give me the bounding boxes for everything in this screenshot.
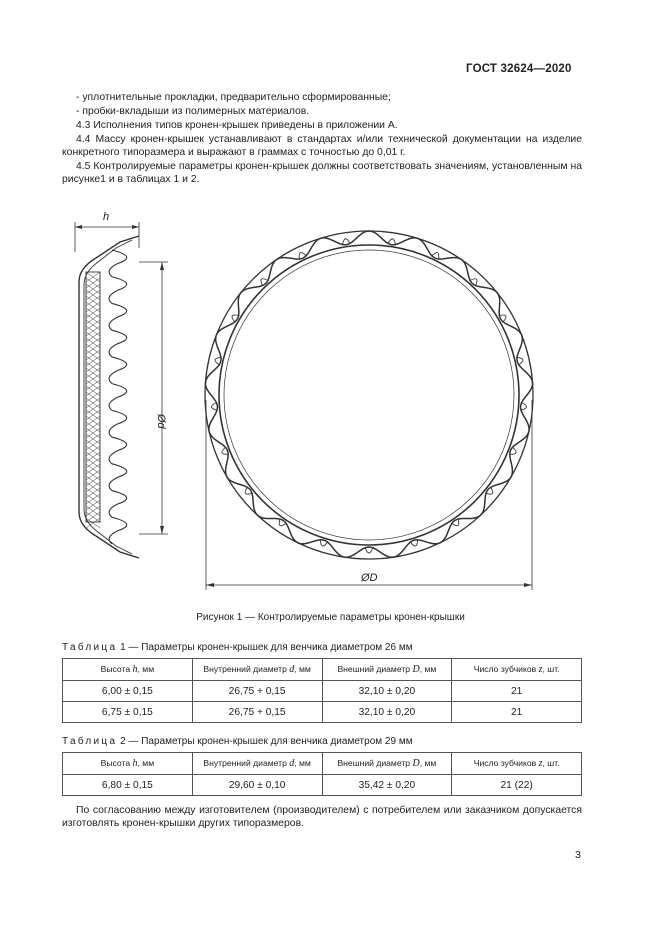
document-code: ГОСТ 32624—2020 bbox=[466, 63, 572, 75]
table-cell: 21 bbox=[452, 681, 582, 702]
table-cell: 26,75 + 0,15 bbox=[192, 702, 322, 723]
table1-caption bbox=[62, 642, 413, 653]
table-row bbox=[63, 681, 582, 702]
table1 bbox=[62, 658, 582, 723]
table-cell: 21 (22) bbox=[452, 775, 582, 796]
table2-header-height: Высота h, мм bbox=[63, 753, 193, 775]
table2 bbox=[62, 752, 582, 796]
table2-title: 2 — Параметры кронен-крышек для венчика диаметром 29 мм bbox=[120, 736, 413, 747]
table-cell: 6,80 ± 0,15 bbox=[63, 775, 193, 796]
table1-title: 1 — Параметры кронен-крышек для венчика диаметром 26 мм bbox=[120, 642, 413, 653]
table-cell: 21 bbox=[452, 702, 582, 723]
table1-prefix: Таблица bbox=[62, 642, 118, 653]
table1-header-height: Высота h, мм bbox=[63, 659, 193, 681]
table-cell: 6,75 ± 0,15 bbox=[63, 702, 193, 723]
table-row bbox=[63, 702, 582, 723]
closing-paragraph: По согласованию между изготовителем (производителем) с потребителем или заказчиком допускается изготовлять кронен-крышки других типоразмеров. bbox=[62, 805, 582, 830]
label-outer-diameter: ØD bbox=[361, 572, 378, 584]
table1-header-row bbox=[63, 659, 582, 681]
table2-header-row bbox=[63, 753, 582, 775]
table2-header-outer-diameter: Внешний диаметр D, мм bbox=[322, 753, 452, 775]
table-cell: 26,75 + 0,15 bbox=[192, 681, 322, 702]
table-cell: 29,60 ± 0,10 bbox=[192, 775, 322, 796]
page-number: 3 bbox=[575, 849, 581, 861]
table2-header-teeth-count: Число зубчиков z, шт. bbox=[452, 753, 582, 775]
paragraph-4-3: 4.3 Исполнения типов кронен-крышек приведены в приложении А. bbox=[76, 120, 398, 131]
paragraph-4-5: 4.5 Контролируемые параметры кронен-крышек должны соответствовать значениям, установленным на рисунке1 и в таблицах 1 и 2. bbox=[62, 161, 582, 186]
table-cell: 32,10 ± 0,20 bbox=[322, 702, 452, 723]
table1-header-teeth-count: Число зубчиков z, шт. bbox=[452, 659, 582, 681]
table1-header-inner-diameter: Внутренний диаметр d, мм bbox=[192, 659, 322, 681]
table1-header-outer-diameter: Внешний диаметр D, мм bbox=[322, 659, 452, 681]
table-cell: 32,10 ± 0,20 bbox=[322, 681, 452, 702]
table-cell: 6,00 ± 0,15 bbox=[63, 681, 193, 702]
list-item-plugs: - пробки-вкладыши из полимерных материалов. bbox=[76, 106, 310, 117]
table-row bbox=[63, 775, 582, 796]
side-section-view bbox=[75, 222, 168, 558]
table-cell: 35,42 ± 0,20 bbox=[322, 775, 452, 796]
label-inner-diameter: Ød bbox=[155, 414, 167, 429]
table2-prefix: Таблица bbox=[62, 736, 118, 747]
list-item-gaskets: - уплотнительные прокладки, предварительно сформированные; bbox=[76, 92, 391, 103]
figure-caption: Рисунок 1 — Контролируемые параметры кронен-крышки bbox=[196, 612, 465, 623]
label-h: h bbox=[103, 211, 110, 223]
table2-caption bbox=[62, 736, 413, 747]
paragraph-4-4: 4.4 Массу кронен-крышек устанавливают в стандартах и/или технической документации на изделие конкретного типоразмера и выражают в граммах с точностью до 0,01 г. bbox=[62, 134, 582, 159]
table2-header-inner-diameter: Внутренний диаметр d, мм bbox=[192, 753, 322, 775]
top-view bbox=[205, 231, 533, 590]
